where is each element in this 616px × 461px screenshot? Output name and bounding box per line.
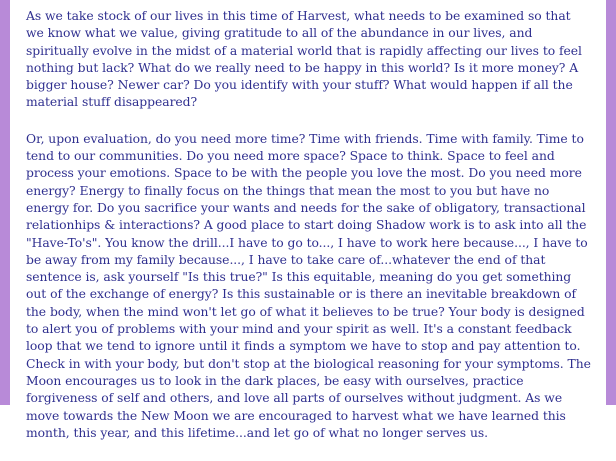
paragraph-2: Or, upon evaluation, do you need more time? Time with friends. Time with family. Time to tend to our communities. Do you need more space? Space to think. Space to feel and process your emotions. Space to be with the people you love the most. Do you need more energy? Energy to finally focus on the things that mean the most to you but have no energy for. Do you sacrifice your wants and needs for the sake of obligatory, transactional relationhips & interactions? A good place to start doing Shadow work is to ask into all the "Have-To's". You know the drill...I have to go to..., I have to work here because..., I have to be away from my family because..., I have to take care of...whatever the end of that sentence is, ask yourself "Is this true?" Is this equitable, meaning do you get something out of the exchange of energy? Is this sustainable or is there an inevitable breakdown of the body, when the mind won't let go of what it believes to be true? Your body is designed to alert you of problems with your mind and your spirit as well. It's a constant feedback loop that we tend to ignore until it finds a symptom we have to stop and pay attention to. Check in with your body, but don't stop at the biological reasoning for your symptoms. The Moon encourages us to look in the dark places, be easy with ourselves, practice forgiveness of self and others, and love all parts of ourselves without judgment. As we move towards the New Moon we are encouraged to harvest what we have learned this month, this year, and this lifetime...and let go of what no longer serves us. (26, 131, 591, 440)
paragraph-1: As we take stock of our lives in this time of Harvest, what needs to be examined so that we know what we value, giving gratitude to all of the abundance in our lives, and spiritually evolve in the midst of a material world that is rapidly affecting our lives to feel nothing but lack? What do we really need to be happy in this world? Is it more money? A bigger house? Newer car? Do you identify with your stuff? What would happen if all the material stuff disappeared? (26, 9, 582, 110)
article-body (26, 8, 592, 461)
left-border (0, 0, 10, 405)
right-border (606, 0, 616, 405)
